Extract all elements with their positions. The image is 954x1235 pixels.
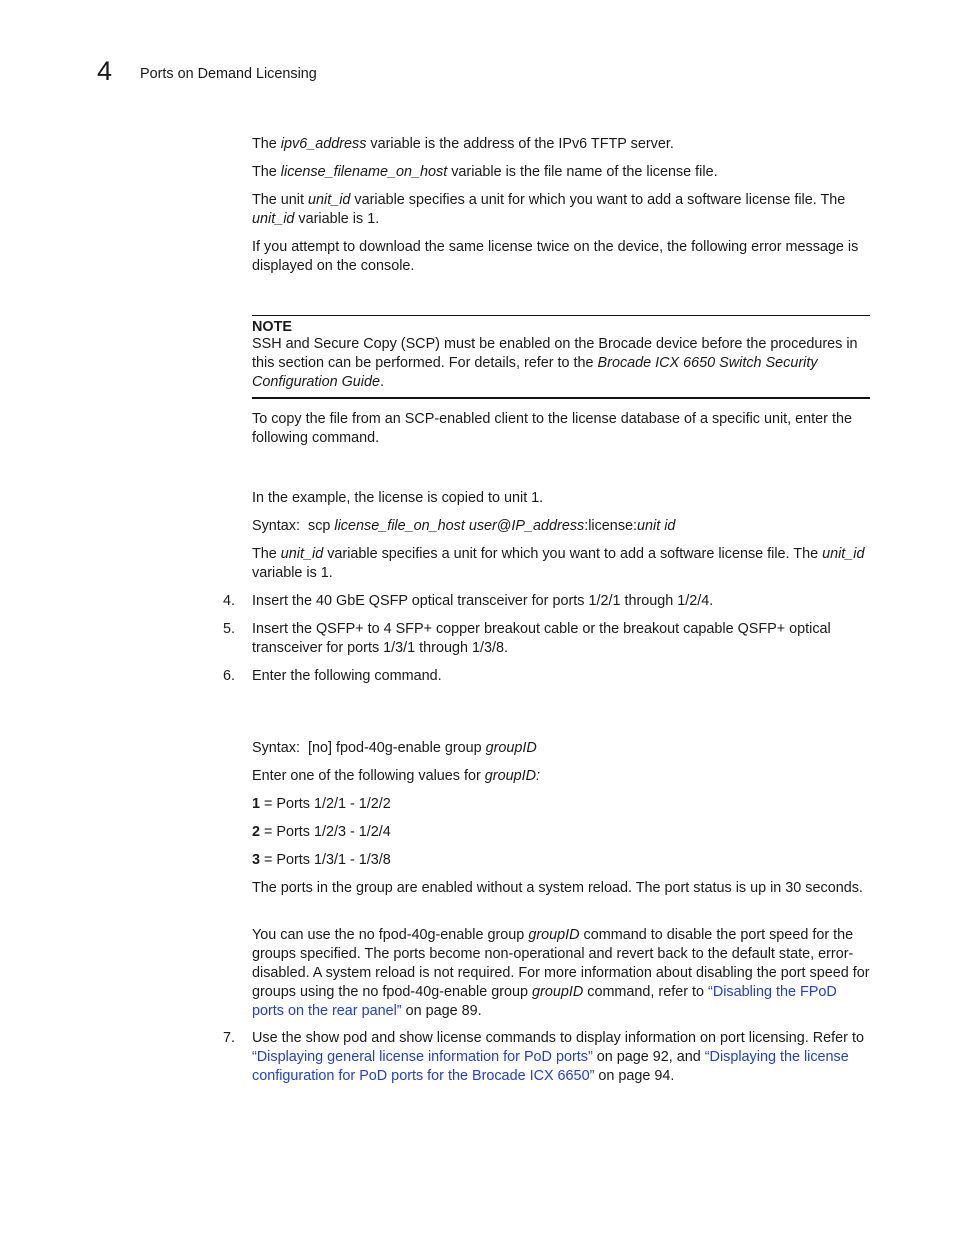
- fpod-syntax: Syntax: [no] fpod-40g-enable group groupID: [252, 740, 537, 756]
- step-number: 4.: [223, 593, 236, 609]
- step-number: 7.: [223, 1030, 236, 1046]
- group-value-item: 3 = Ports 1/3/1 - 1/3/8: [252, 852, 391, 868]
- step-5-text: Insert the QSFP+ to 4 SFP+ copper breakout cable or the breakout capable QSFP+ optical transceiver for ports 1/3/1 through 1/3/8.: [252, 621, 831, 656]
- example-paragraph: In the example, the license is copied to unit 1.: [252, 490, 544, 506]
- displaying-license-configuration-link[interactable]: “Displaying the license configuration for PoD ports for the Brocade ICX 6650”: [252, 1049, 849, 1084]
- group-value-item: 1 = Ports 1/2/1 - 1/2/2: [252, 796, 391, 812]
- disabling-fpod-ports-link[interactable]: “Disabling the FPoD ports on the rear panel”: [252, 984, 837, 1019]
- chapter-title: Ports on Demand Licensing: [140, 66, 317, 82]
- note-bottom-rule: [252, 397, 870, 399]
- disable-port-speed-paragraph: You can use the no fpod-40g-enable group groupID command to disable the port speed for the groups specified. The ports become non-operational and revert back to the default state, error-disabled. A system reload is not required. For more information about disabling the port speed for groups using the no fpod-40g-enable group groupID command, refer to “Disabling the FPoD ports on the rear panel” on page 89.: [252, 927, 870, 1019]
- note-top-rule: [252, 315, 870, 316]
- scp-copy-paragraph: To copy the file from an SCP-enabled client to the license database of a specific unit, enter the following command.: [252, 411, 852, 446]
- duplicate-license-paragraph: If you attempt to download the same license twice on the device, the following error message is displayed on the console.: [252, 239, 859, 274]
- step-number: 6.: [223, 668, 236, 684]
- groupid-intro: Enter one of the following values for groupID:: [252, 768, 540, 784]
- note-text: SSH and Secure Copy (SCP) must be enabled on the Brocade device before the procedures in this section can be performed. For details, refer to the Brocade ICX 6650 Switch Security Configuration Guide.: [252, 336, 858, 390]
- step-4-text: Insert the 40 GbE QSFP optical transceiver for ports 1/2/1 through 1/2/4.: [252, 593, 714, 609]
- step-7-text: Use the show pod and show license commands to display information on port licensing. Refer to “Displaying general license information for PoD ports” on page 92, and “Displaying the license configuration for PoD ports for the Brocade ICX 6650” on page 94.: [252, 1030, 864, 1084]
- step-6-text: Enter the following command.: [252, 668, 442, 684]
- scp-syntax: Syntax: scp license_file_on_host user@IP_address:license:unit id: [252, 518, 676, 534]
- license-filename-paragraph: The license_filename_on_host variable is the file name of the license file.: [252, 164, 718, 180]
- unit-id-paragraph-2: The unit_id variable specifies a unit for which you want to add a software license file. The unit_id variable is 1.: [252, 546, 865, 581]
- group-value-item: 2 = Ports 1/2/3 - 1/2/4: [252, 824, 391, 840]
- note-heading: NOTE: [252, 319, 292, 335]
- chapter-number: 4: [97, 56, 113, 86]
- step-number: 5.: [223, 621, 236, 637]
- ports-enabled-paragraph: The ports in the group are enabled without a system reload. The port status is up in 30 seconds.: [252, 880, 863, 896]
- unit-id-paragraph: The unit unit_id variable specifies a unit for which you want to add a software license file. The unit_id variable is 1.: [252, 192, 846, 227]
- ipv6-address-paragraph: The ipv6_address variable is the address of the IPv6 TFTP server.: [252, 136, 674, 152]
- displaying-general-license-link[interactable]: “Displaying general license information for PoD ports”: [252, 1049, 593, 1065]
